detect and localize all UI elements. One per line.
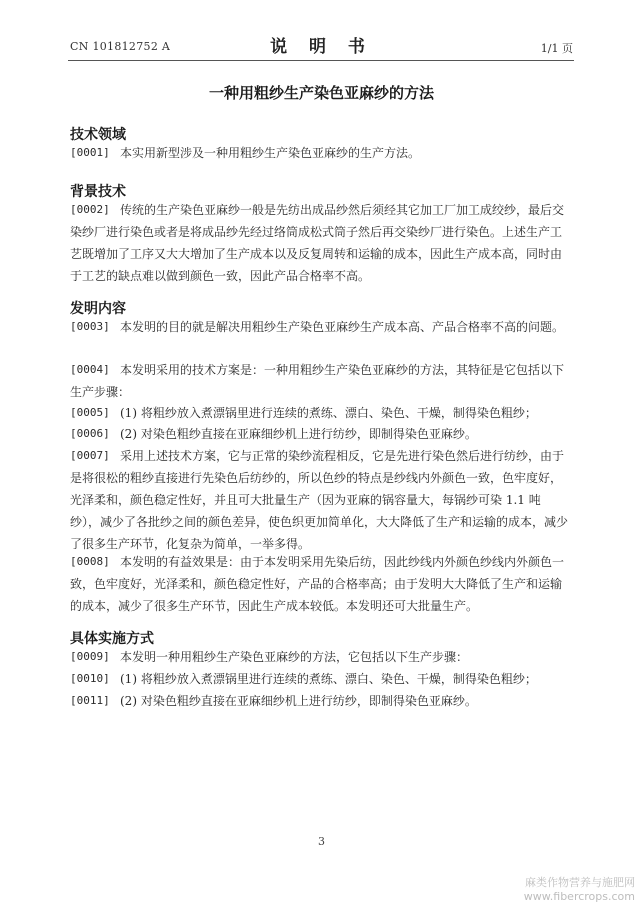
page-info: 1/1 页 bbox=[540, 42, 573, 55]
paragraph-text: (2) 对染色粗纱直接在亚麻细纱机上进行纺纱，即制得染色亚麻纱。 bbox=[120, 694, 477, 708]
paragraph-text: 本发明的目的就是解决用粗纱生产染色亚麻纱生产成本高、产品合格率不高的问题。 bbox=[120, 320, 565, 334]
paragraph bbox=[70, 646, 570, 668]
header-divider bbox=[68, 60, 574, 61]
paragraph-number: [0006] bbox=[70, 427, 110, 440]
page-number: 3 bbox=[318, 835, 325, 848]
watermark bbox=[524, 876, 635, 904]
paragraph bbox=[70, 316, 570, 338]
watermark-site-name: 麻类作物营养与施肥网 bbox=[525, 876, 635, 889]
paragraph bbox=[70, 445, 570, 555]
paragraph-number: [0007] bbox=[70, 449, 110, 462]
paragraph bbox=[70, 199, 570, 287]
paragraph bbox=[70, 690, 570, 712]
paragraph-text: 本发明的有益效果是：由于本发明采用先染后纺，因此纱线内外颜色纱线内外颜色一致，色牢度好，光泽柔和，颜色稳定性好，产品的合格率高；由于发明大大降低了生产和运输的成本，减少了很多生产环节，因此生产成本较低。本发明还可大批量生产。 bbox=[70, 555, 565, 613]
paragraph-text: (1) 将粗纱放入煮漂锅里进行连续的煮练、漂白、染色、干燥，制得染色粗纱； bbox=[120, 406, 537, 420]
section-heading-invention: 发明内容 bbox=[70, 301, 126, 317]
paragraph-number: [0005] bbox=[70, 406, 110, 419]
paragraph-number: [0010] bbox=[70, 672, 110, 685]
paragraph-text: 本发明一种用粗纱生产染色亚麻纱的方法，它包括以下生产步骤： bbox=[120, 650, 469, 664]
paragraph-number: [0009] bbox=[70, 650, 110, 663]
paragraph bbox=[70, 402, 570, 424]
document-type: 说 明 书 bbox=[270, 37, 373, 57]
paragraph-number: [0008] bbox=[70, 555, 110, 568]
section-heading-background: 背景技术 bbox=[70, 184, 126, 200]
paragraph bbox=[70, 142, 570, 164]
paragraph-text: 本发明采用的技术方案是：一种用粗纱生产染色亚麻纱的方法，其特征是它包括以下生产步骤： bbox=[70, 363, 565, 399]
paragraph-number: [0002] bbox=[70, 203, 110, 216]
paragraph-text: 传统的生产染色亚麻纱一般是先纺出成品纱然后须经其它加工厂加工成绞纱，最后交染纱厂进行染色或者是将成品纱先经过络筒成松式筒子然后再交染纱厂进行染色。上述生产工艺既增加了工序又大大增加了生产成本以及反复周转和运输的成本，因此生产成本高，同时由于工艺的缺点难以做到颜色一致，因此产品合格率不高。 bbox=[70, 203, 565, 283]
paragraph-text: (1) 将粗纱放入煮漂锅里进行连续的煮练、漂白、染色、干燥，制得染色粗纱； bbox=[120, 672, 537, 686]
paragraph-text: (2) 对染色粗纱直接在亚麻细纱机上进行纺纱，即制得染色亚麻纱。 bbox=[120, 427, 477, 441]
paragraph bbox=[70, 551, 570, 617]
paragraph bbox=[70, 359, 570, 403]
paragraph-number: [0001] bbox=[70, 146, 110, 159]
watermark-url: www.fibercrops.com bbox=[523, 890, 635, 903]
paragraph-number: [0011] bbox=[70, 694, 110, 707]
paragraph-text: 采用上述技术方案，它与正常的染纱流程相反，它是先进行染色然后进行纺纱，由于是将很松的粗纱直接进行先染色后纺纱的，所以色纱的特点是纱线内外颜色一致，色牢度好，光泽柔和，颜色稳定性好，并且可大批量生产（因为亚麻的锅容量大，每锅纱可染 1.1 吨纱），减少了各批纱之间的颜色差异，使色织更加简单化，大大降低了生产和运输的成本，减少了很多生产环节，化复杂为简单，一举多得。 bbox=[70, 449, 569, 551]
paragraph bbox=[70, 668, 570, 690]
section-heading-field: 技术领域 bbox=[70, 127, 126, 143]
paragraph-number: [0004] bbox=[70, 363, 110, 376]
patent-number: CN 101812752 A bbox=[70, 40, 171, 53]
paragraph-text: 本实用新型涉及一种用粗纱生产染色亚麻纱的生产方法。 bbox=[120, 146, 421, 160]
paragraph-number: [0003] bbox=[70, 320, 110, 333]
paragraph bbox=[70, 423, 570, 445]
document-title: 一种用粗纱生产染色亚麻纱的方法 bbox=[208, 84, 434, 102]
section-heading-embodiment: 具体实施方式 bbox=[70, 631, 154, 647]
